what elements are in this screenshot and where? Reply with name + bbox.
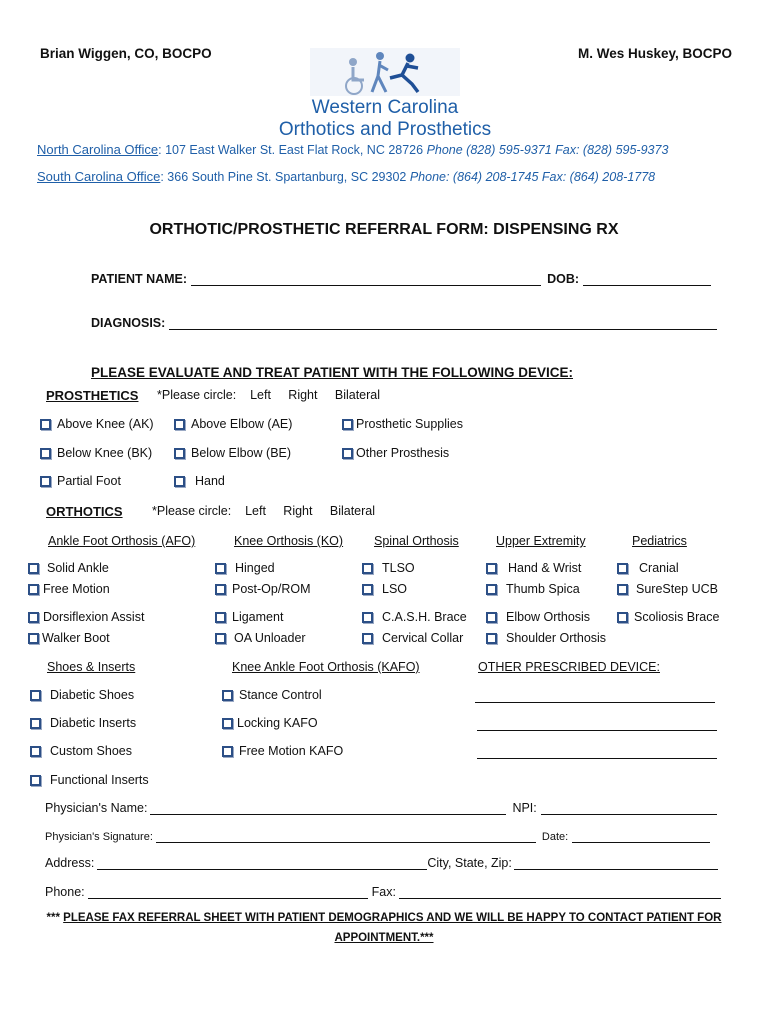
spinal-heading: Spinal Orthosis (374, 534, 459, 548)
checkbox-surestep-ucb[interactable] (617, 582, 718, 596)
patient-name-row (91, 272, 711, 286)
checkbox-label: Hand (195, 474, 225, 488)
diagnosis-label: DIAGNOSIS: (91, 316, 166, 330)
checkbox-box[interactable] (30, 718, 41, 729)
physician-signature-label: Physician's Signature: (45, 831, 153, 843)
city-state-zip-label: City, State, Zip: (427, 856, 512, 870)
date-label: Date: (541, 831, 569, 843)
diagnosis-field[interactable] (169, 317, 717, 330)
checkbox-label: Shoulder Orthosis (506, 631, 607, 645)
checkbox-elbow-orthosis[interactable] (486, 610, 590, 624)
checkbox-walker-boot[interactable] (28, 631, 110, 645)
checkbox-thumb-spica[interactable] (486, 582, 580, 596)
npi-label: NPI: (512, 801, 537, 815)
physician-name-label: Physician's Name: (45, 801, 148, 815)
checkbox-label: Below Knee (BK) (57, 446, 153, 460)
checkbox-functional-inserts[interactable] (30, 773, 149, 787)
city-state-zip-field[interactable] (514, 857, 718, 870)
checkbox-box[interactable] (215, 563, 226, 574)
checkbox-box[interactable] (617, 612, 628, 623)
checkbox-box[interactable] (486, 584, 497, 595)
checkbox-custom-shoes[interactable] (30, 744, 132, 758)
checkbox-box[interactable] (362, 612, 373, 623)
sc-office-label: South Carolina Office (37, 169, 161, 184)
checkbox-box[interactable] (362, 633, 373, 644)
checkbox-label: Below Elbow (BE) (191, 446, 292, 460)
checkbox-box[interactable] (486, 563, 497, 574)
checkbox-label: Ligament (232, 610, 284, 624)
checkbox-box[interactable] (222, 690, 233, 701)
checkbox-box[interactable] (486, 612, 497, 623)
checkbox-prosthetic-supplies[interactable] (342, 417, 463, 431)
other-device-line-3[interactable] (477, 746, 717, 759)
checkbox-hinged[interactable] (215, 561, 275, 575)
checkbox-label: C.A.S.H. Brace (382, 610, 467, 624)
orthotics-circle-note: *Please circle: Left Right Bilateral (152, 504, 376, 518)
checkbox-box[interactable] (28, 612, 39, 623)
checkbox-box[interactable] (222, 746, 233, 757)
dob-field[interactable] (583, 273, 711, 286)
checkbox-post-op-rom[interactable] (215, 582, 311, 596)
checkbox-box[interactable] (30, 690, 41, 701)
checkbox-label: Solid Ankle (47, 561, 109, 575)
checkbox-box[interactable] (342, 448, 353, 459)
checkbox-tlso[interactable] (362, 561, 415, 575)
checkbox-label: Walker Boot (42, 631, 110, 645)
checkbox-label: Partial Foot (57, 474, 121, 488)
checkbox-label: Functional Inserts (50, 773, 149, 787)
patient-name-label: PATIENT NAME: (91, 272, 188, 286)
other-device-line-2[interactable] (477, 718, 717, 731)
prosthetics-circle-note: *Please circle: Left Right Bilateral (157, 388, 381, 402)
instruction-heading: PLEASE EVALUATE AND TREAT PATIENT WITH THE FOLLOWING DEVICE: (91, 365, 573, 380)
checkbox-box[interactable] (617, 584, 628, 595)
other-device-line-1[interactable] (475, 690, 715, 703)
checkbox-label: OA Unloader (234, 631, 306, 645)
physician-name-row (45, 801, 717, 815)
checkbox-label: Hand & Wrist (508, 561, 582, 575)
address-row (45, 856, 718, 870)
checkbox-locking-kafo[interactable] (222, 716, 318, 730)
prosthetics-heading: PROSTHETICS (46, 388, 139, 403)
phone-label: Phone: (45, 885, 85, 899)
checkbox-label: Locking KAFO (237, 716, 318, 730)
shoes-heading: Shoes & Inserts (47, 660, 136, 674)
form-title: ORTHOTIC/PROSTHETIC REFERRAL FORM: DISPENSING RX (149, 221, 619, 238)
footer-notice-line1 (0, 912, 768, 924)
nc-office-phone: Phone (828) 595-9371 Fax: (828) 595-9373 (426, 143, 669, 157)
address-label: Address: (45, 856, 95, 870)
checkbox-label: Prosthetic Supplies (356, 417, 464, 431)
checkbox-label: Thumb Spica (506, 582, 580, 596)
checkbox-box[interactable] (342, 419, 353, 430)
footer-prefix: *** (46, 912, 64, 924)
address-field[interactable] (97, 857, 427, 870)
fax-label: Fax: (371, 885, 396, 899)
checkbox-box[interactable] (40, 476, 51, 487)
checkbox-below-elbow[interactable] (174, 446, 291, 460)
checkbox-label: Free Motion (43, 582, 110, 596)
checkbox-label: TLSO (382, 561, 415, 575)
checkbox-label: Cranial (639, 561, 679, 575)
checkbox-box[interactable] (215, 633, 226, 644)
checkbox-label: Custom Shoes (50, 744, 132, 758)
checkbox-box[interactable] (215, 584, 226, 595)
checkbox-stance-control[interactable] (222, 688, 322, 702)
checkbox-label: LSO (382, 582, 408, 596)
checkbox-lso[interactable] (362, 582, 407, 596)
checkbox-box[interactable] (222, 718, 233, 729)
checkbox-box[interactable] (28, 633, 39, 644)
pediatrics-heading: Pediatrics (632, 534, 687, 548)
nc-office-line (37, 142, 668, 157)
date-field[interactable] (572, 830, 710, 843)
checkbox-label: Diabetic Inserts (50, 716, 137, 730)
physician-name-field[interactable] (150, 802, 506, 815)
upper-extremity-heading: Upper Extremity (496, 534, 586, 548)
checkbox-label: SureStep UCB (636, 582, 718, 596)
checkbox-cash-brace[interactable] (362, 610, 467, 624)
sc-office-phone: Phone: (864) 208-1745 Fax: (864) 208-1778 (409, 170, 656, 184)
checkbox-label: Dorsiflexion Assist (43, 610, 145, 624)
physician-signature-row (45, 830, 710, 843)
nc-office-label: North Carolina Office (37, 142, 159, 157)
checkbox-label: Free Motion KAFO (239, 744, 344, 758)
checkbox-dorsiflexion-assist[interactable] (28, 610, 144, 624)
checkbox-label: Elbow Orthosis (506, 610, 591, 624)
checkbox-label: Stance Control (239, 688, 322, 702)
checkbox-free-motion-kafo[interactable] (222, 744, 343, 758)
checkbox-box[interactable] (617, 563, 628, 574)
checkbox-ligament[interactable] (215, 610, 283, 624)
nc-office-address: : 107 East Walker St. East Flat Rock, NC 28726 (158, 143, 427, 157)
footer-notice-line2 (0, 932, 768, 944)
checkbox-diabetic-inserts[interactable] (30, 716, 136, 730)
checkbox-partial-foot[interactable] (40, 474, 121, 488)
other-device-heading: OTHER PRESCRIBED DEVICE: (478, 660, 660, 674)
checkbox-box[interactable] (174, 419, 185, 430)
phone-field[interactable] (88, 886, 368, 899)
checkbox-box[interactable] (174, 476, 185, 487)
checkbox-label: Cervical Collar (382, 631, 464, 645)
checkbox-diabetic-shoes[interactable] (30, 688, 134, 702)
checkbox-oa-unloader[interactable] (215, 631, 306, 645)
phone-fax-row (45, 885, 721, 899)
patient-name-field[interactable] (191, 273, 541, 286)
sc-office-address: : 366 South Pine St. Spartanburg, SC 29302 (160, 170, 410, 184)
footer-line1-text: PLEASE FAX REFERRAL SHEET WITH PATIENT DEMOGRAPHICS AND WE WILL BE HAPPY TO CONTACT PATIENT FOR (63, 912, 722, 924)
logo-figures-icon (250, 48, 520, 96)
sc-office-line (37, 169, 655, 184)
logo-line1: Western Carolina (311, 97, 459, 118)
checkbox-free-motion[interactable] (28, 582, 110, 596)
fax-field[interactable] (399, 886, 721, 899)
checkbox-label: Scoliosis Brace (634, 610, 720, 624)
checkbox-box[interactable] (40, 448, 51, 459)
checkbox-scoliosis-brace[interactable] (617, 610, 719, 624)
kafo-heading: Knee Ankle Foot Orthosis (KAFO) (232, 660, 420, 674)
checkbox-label: Diabetic Shoes (50, 688, 135, 702)
diagnosis-row (91, 316, 717, 330)
checkbox-box[interactable] (486, 633, 497, 644)
physician-signature-field[interactable] (156, 830, 536, 843)
checkbox-label: Above Knee (AK) (57, 417, 154, 431)
checkbox-cranial[interactable] (617, 561, 679, 575)
orthotics-heading: ORTHOTICS (46, 504, 123, 519)
checkbox-below-knee[interactable] (40, 446, 152, 460)
footer-line2-text: APPOINTMENT.*** (334, 932, 434, 944)
checkbox-solid-ankle[interactable] (28, 561, 109, 575)
logo-line2: Orthotics and Prosthetics (278, 119, 492, 140)
checkbox-label: Post-Op/ROM (232, 582, 311, 596)
checkbox-label: Above Elbow (AE) (191, 417, 293, 431)
checkbox-hand-wrist[interactable] (486, 561, 581, 575)
checkbox-box[interactable] (28, 563, 39, 574)
checkbox-box[interactable] (30, 746, 41, 757)
ko-heading: Knee Orthosis (KO) (234, 534, 344, 548)
checkbox-box[interactable] (30, 775, 41, 786)
checkbox-box[interactable] (174, 448, 185, 459)
checkbox-shoulder-orthosis[interactable] (486, 631, 606, 645)
checkbox-cervical-collar[interactable] (362, 631, 463, 645)
checkbox-above-elbow[interactable] (174, 417, 292, 431)
dob-label: DOB: (547, 272, 580, 286)
checkbox-box[interactable] (28, 584, 39, 595)
company-logo (250, 48, 520, 140)
right-practitioner-name: M. Wes Huskey, BOCPO (578, 46, 733, 61)
checkbox-box[interactable] (362, 584, 373, 595)
checkbox-box[interactable] (215, 612, 226, 623)
checkbox-label: Hinged (235, 561, 275, 575)
checkbox-hand[interactable] (174, 474, 225, 488)
afo-heading: Ankle Foot Orthosis (AFO) (48, 534, 196, 548)
npi-field[interactable] (541, 802, 717, 815)
left-practitioner-name: Brian Wiggen, CO, BOCPO (40, 46, 212, 61)
checkbox-above-knee[interactable] (40, 417, 154, 431)
checkbox-box[interactable] (362, 563, 373, 574)
checkbox-label: Other Prosthesis (356, 446, 450, 460)
checkbox-other-prosthesis[interactable] (342, 446, 449, 460)
checkbox-box[interactable] (40, 419, 51, 430)
